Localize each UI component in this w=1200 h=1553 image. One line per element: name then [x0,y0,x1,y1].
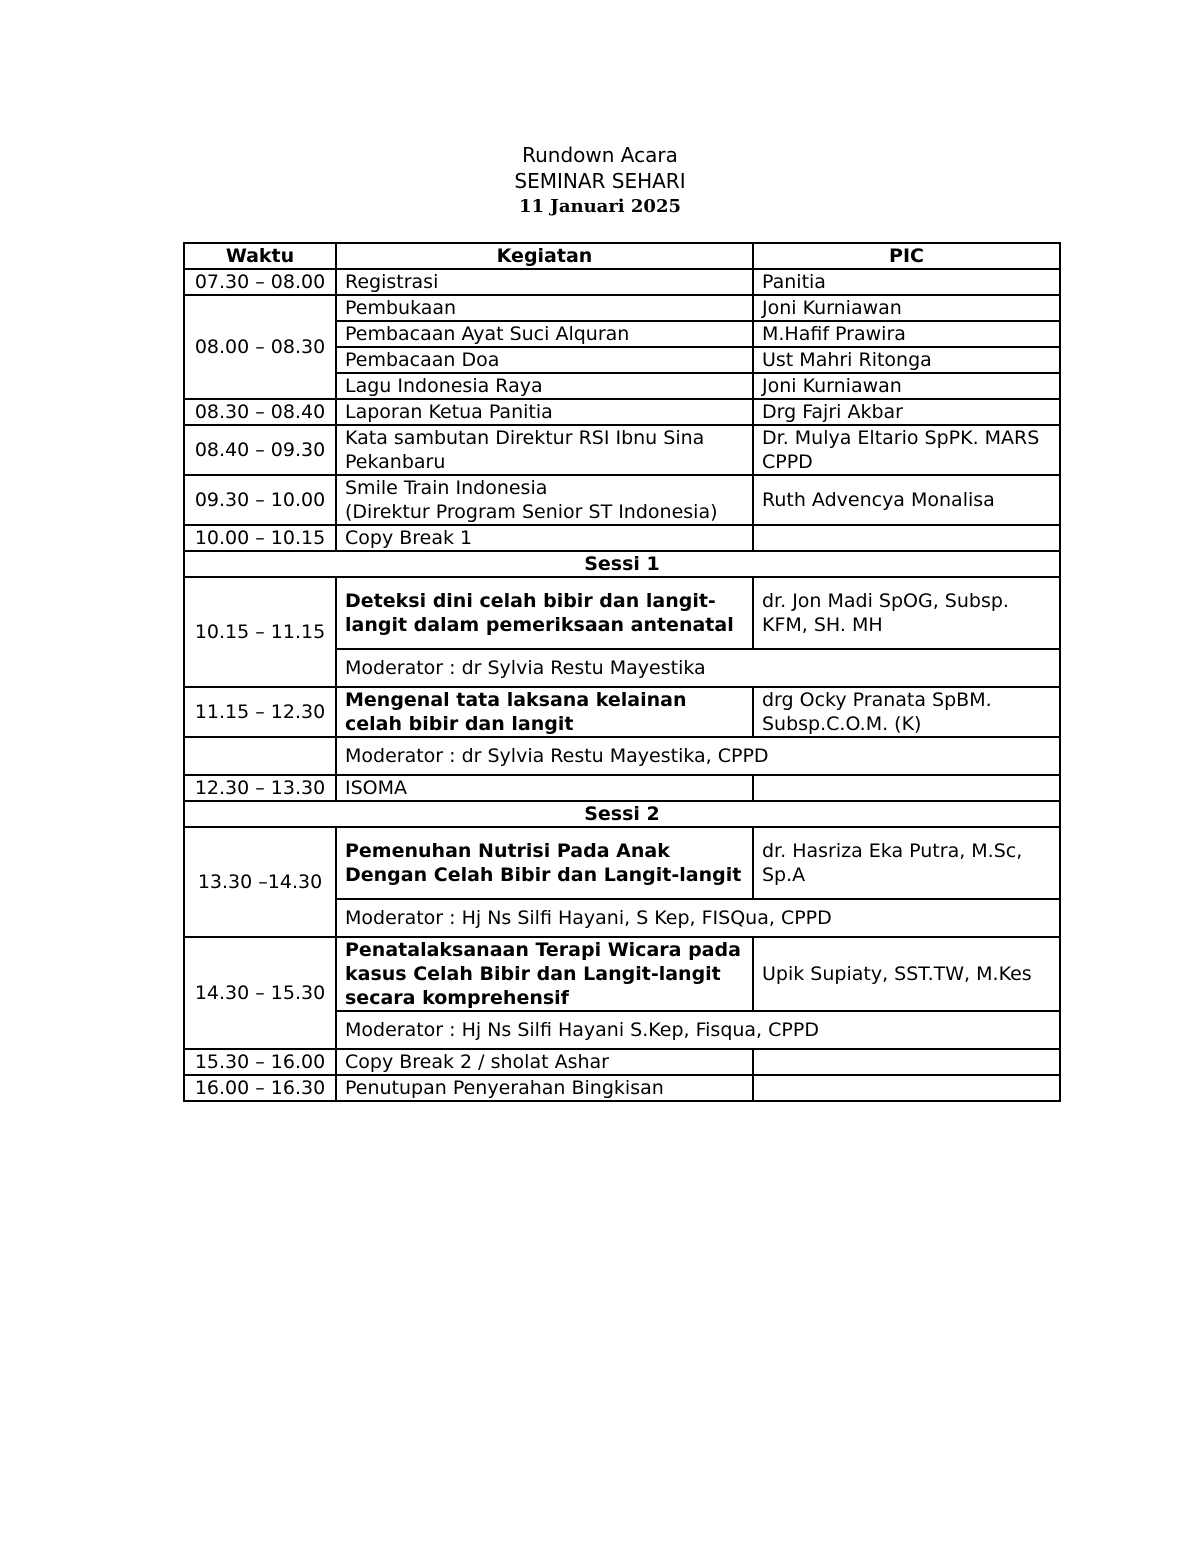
header-date: 11 Januari 2025 [518,196,682,217]
table-header-row [184,243,1060,269]
moderator-cell: Moderator : dr Sylvia Restu Mayestika, CPPD [336,737,1060,775]
session-row [184,801,1060,827]
activity-cell: Pemenuhan Nutrisi Pada Anak Dengan Celah Bibir dan Langit-langit [336,827,753,899]
header-title: Rundown Acara [522,143,678,167]
pic-cell: Upik Supiaty, SST.TW, M.Kes [753,937,1060,1011]
table-row [184,1049,1060,1075]
activity-cell: Laporan Ketua Panitia [336,399,753,425]
table-row [184,1075,1060,1101]
table-row [184,775,1060,801]
pic-cell: Drg Fajri Akbar [753,399,1060,425]
time-cell: 08.40 – 09.30 [184,425,336,475]
table-row [184,577,1060,649]
activity-cell: Lagu Indonesia Raya [336,373,753,399]
time-cell: 08.00 – 08.30 [184,295,336,399]
activity-cell: Penatalaksanaan Terapi Wicara pada kasus Celah Bibir dan Langit-langit secara komprehensif [336,937,753,1011]
pic-cell: Ruth Advencya Monalisa [753,475,1060,525]
table-row [184,687,1060,737]
column-header-activity: Kegiatan [336,243,753,269]
pic-cell: Dr. Mulya Eltario SpPK. MARS CPPD [753,425,1060,475]
activity-cell: ISOMA [336,775,753,801]
pic-cell [753,525,1060,551]
table-row [184,827,1060,899]
activity-cell [336,475,753,525]
time-cell: 15.30 – 16.00 [184,1049,336,1075]
column-header-pic: PIC [753,243,1060,269]
activity-cell: Kata sambutan Direktur RSI Ibnu Sina Pekanbaru [336,425,753,475]
pic-cell: Joni Kurniawan [753,295,1060,321]
pic-cell: dr. Jon Madi SpOG, Subsp. KFM, SH. MH [753,577,1060,649]
table-row [184,399,1060,425]
time-cell: 08.30 – 08.40 [184,399,336,425]
pic-cell [753,1049,1060,1075]
time-cell: 13.30 –14.30 [184,827,336,937]
moderator-row [184,737,1060,775]
activity-cell: Pembacaan Doa [336,347,753,373]
session-row [184,551,1060,577]
document-header [0,142,1200,220]
table-row [184,525,1060,551]
table-row [184,269,1060,295]
session-heading: Sessi 2 [184,801,1060,827]
table-row [184,295,1060,321]
activity-cell: Mengenal tata laksana kelainan celah bibir dan langit [336,687,753,737]
header-event: SEMINAR SEHARI [514,169,686,193]
time-cell: 09.30 – 10.00 [184,475,336,525]
moderator-cell: Moderator : Hj Ns Silfi Hayani S.Kep, Fisqua, CPPD [336,1011,1060,1049]
activity-cell: Deteksi dini celah bibir dan langit-langit dalam pemeriksaan antenatal [336,577,753,649]
activity-cell: Registrasi [336,269,753,295]
moderator-cell: Moderator : dr Sylvia Restu Mayestika [336,649,1060,687]
time-cell: 14.30 – 15.30 [184,937,336,1049]
activity-line: Smile Train Indonesia [345,477,548,499]
table-row [184,475,1060,525]
column-header-time: Waktu [184,243,336,269]
pic-cell: M.Hafif Prawira [753,321,1060,347]
session-heading: Sessi 1 [184,551,1060,577]
rundown-table [183,242,1061,1102]
activity-cell: Pembacaan Ayat Suci Alquran [336,321,753,347]
pic-cell: drg Ocky Pranata SpBM. Subsp.C.O.M. (K) [753,687,1060,737]
activity-cell: Copy Break 2 / sholat Ashar [336,1049,753,1075]
time-cell [184,737,336,775]
activity-cell: Pembukaan [336,295,753,321]
table-row [184,425,1060,475]
pic-cell: Ust Mahri Ritonga [753,347,1060,373]
moderator-cell: Moderator : Hj Ns Silfi Hayani, S Kep, FISQua, CPPD [336,899,1060,937]
table-row [184,937,1060,1011]
activity-line: (Direktur Program Senior ST Indonesia) [345,501,718,523]
time-cell: 11.15 – 12.30 [184,687,336,737]
activity-cell: Penutupan Penyerahan Bingkisan [336,1075,753,1101]
pic-cell [753,775,1060,801]
time-cell: 12.30 – 13.30 [184,775,336,801]
activity-cell: Copy Break 1 [336,525,753,551]
time-cell: 16.00 – 16.30 [184,1075,336,1101]
time-cell: 10.00 – 10.15 [184,525,336,551]
time-cell: 07.30 – 08.00 [184,269,336,295]
pic-cell: dr. Hasriza Eka Putra, M.Sc, Sp.A [753,827,1060,899]
pic-cell: Panitia [753,269,1060,295]
pic-cell [753,1075,1060,1101]
pic-cell: Joni Kurniawan [753,373,1060,399]
time-cell: 10.15 – 11.15 [184,577,336,687]
